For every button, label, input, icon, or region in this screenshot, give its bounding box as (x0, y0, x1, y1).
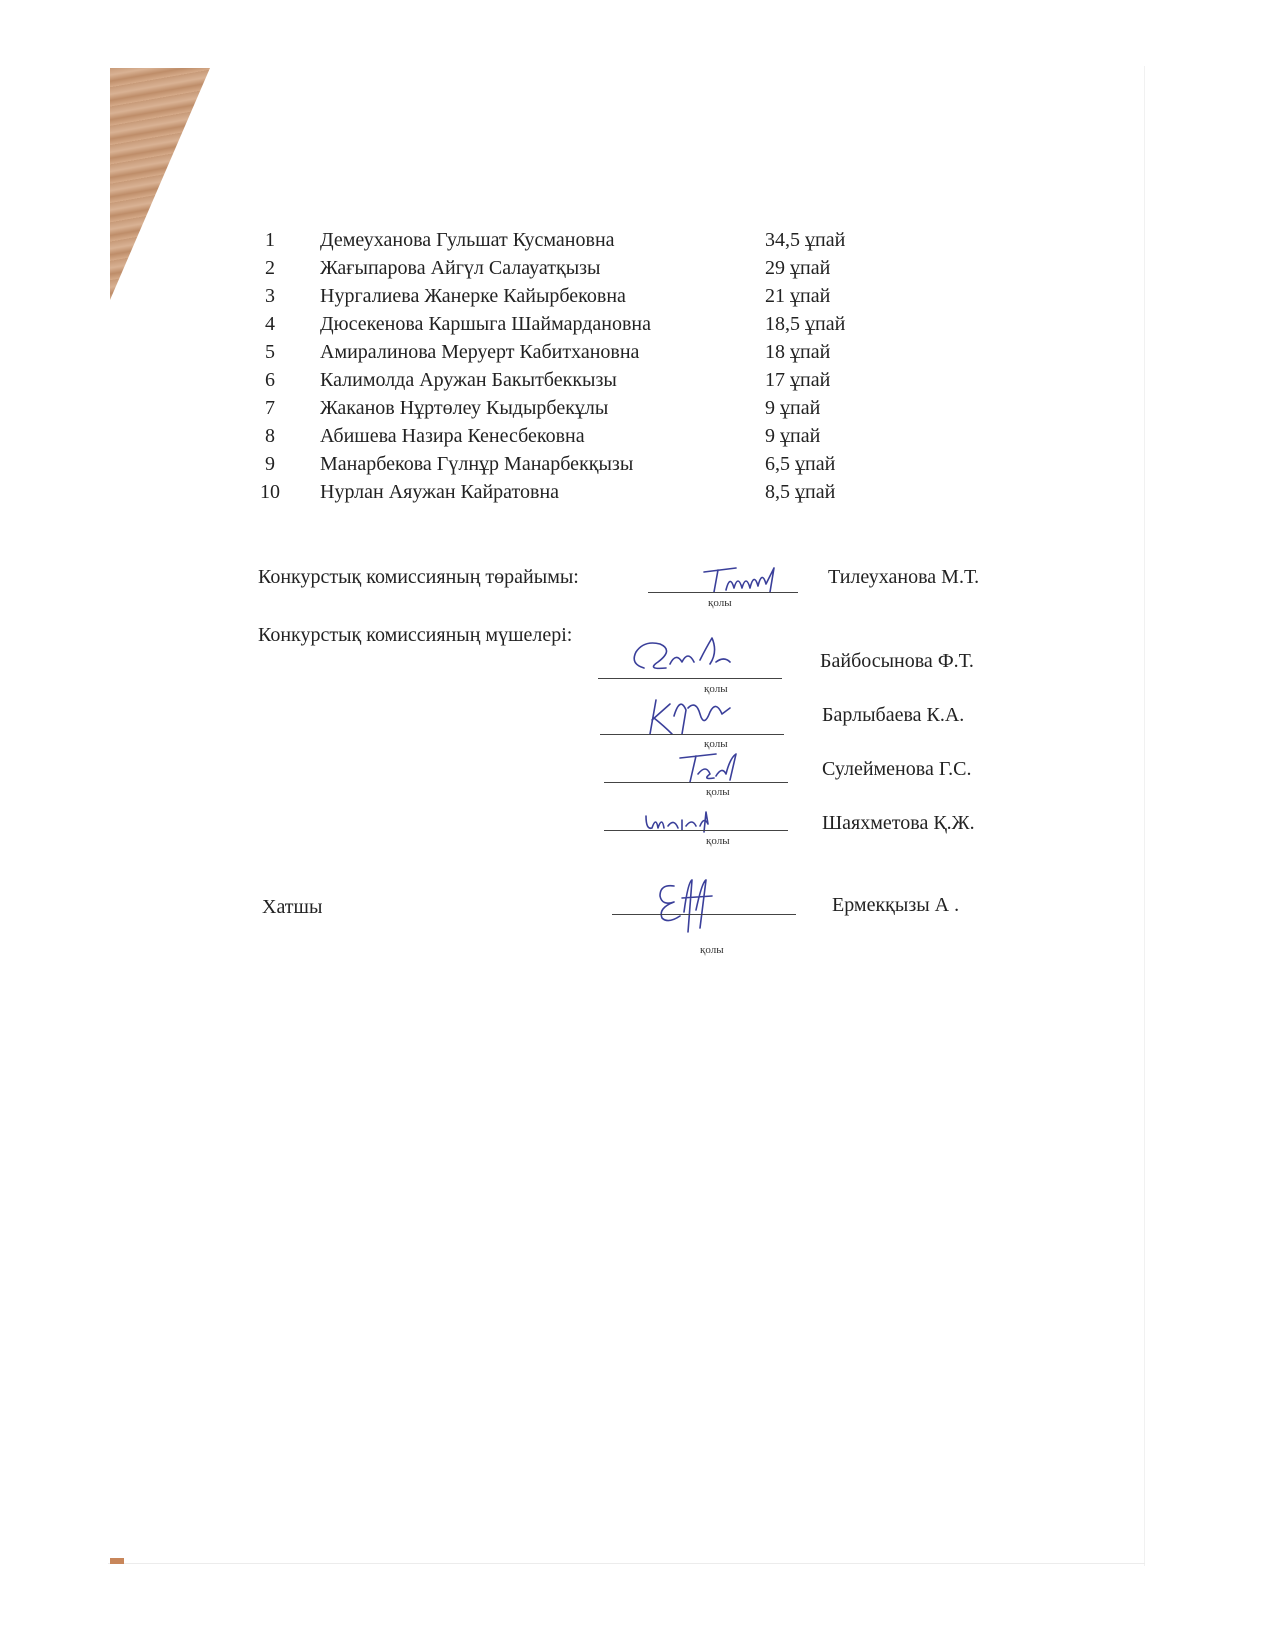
member-sign-caption-4: қолы (706, 835, 730, 847)
chair-signature-line (648, 592, 798, 593)
candidate-score: 9 ұпай (765, 397, 821, 419)
member-name-2: Барлыбаева К.А. (822, 704, 965, 726)
candidate-score: 29 ұпай (765, 257, 831, 279)
candidate-score: 18 ұпай (765, 341, 831, 363)
candidate-number: 10 (260, 481, 280, 503)
candidate-row (250, 254, 910, 282)
candidate-number: 5 (265, 341, 275, 363)
candidate-number: 6 (265, 369, 275, 391)
candidate-score: 34,5 ұпай (765, 229, 846, 251)
members-label: Конкурстық комиссияның мүшелері: (258, 624, 573, 646)
candidate-number: 7 (265, 397, 275, 419)
candidate-score: 6,5 ұпай (765, 453, 836, 475)
candidate-score: 21 ұпай (765, 285, 831, 307)
candidate-name: Жаканов Нұртөлеу Кыдырбекұлы (320, 397, 609, 419)
candidate-name: Калимолда Аружан Бакытбеккызы (320, 369, 617, 391)
candidate-number: 1 (265, 229, 275, 251)
candidate-row (250, 226, 910, 254)
secretary-name: Ермекқызы А . (832, 894, 960, 916)
candidate-name: Демеуханова Гульшат Кусмановна (320, 229, 615, 251)
candidate-row (250, 282, 910, 310)
candidate-number: 9 (265, 453, 275, 475)
candidate-name: Амиралинова Меруерт Кабитхановна (320, 341, 640, 363)
candidate-number: 2 (265, 257, 275, 279)
page-corner-mark (110, 1558, 124, 1564)
chair-sign-caption: қолы (708, 597, 732, 609)
secretary-label: Хатшы (262, 896, 323, 918)
page-bottom-edge (108, 1563, 1145, 1564)
candidate-name: Манарбекова Гүлнұр Манарбекқызы (320, 453, 634, 475)
candidate-row (250, 422, 910, 450)
candidate-name: Дюсекенова Каршыга Шаймардановна (320, 313, 651, 335)
candidate-score: 18,5 ұпай (765, 313, 846, 335)
member-sign-caption-2: қолы (704, 738, 728, 750)
member-signature-line-3 (604, 782, 788, 783)
member-name-3: Сулейменова Г.С. (822, 758, 972, 780)
candidate-score: 17 ұпай (765, 369, 831, 391)
member-sign-caption-3: қолы (706, 786, 730, 798)
candidate-row (250, 338, 910, 366)
page-edge (1144, 66, 1145, 1566)
member-name-4: Шаяхметова Қ.Ж. (822, 812, 975, 834)
member-signature-line-2 (600, 734, 784, 735)
candidate-number: 3 (265, 285, 275, 307)
member-signature-line-4 (604, 830, 788, 831)
member-name-1: Байбосынова Ф.Т. (820, 650, 974, 672)
candidate-number: 8 (265, 425, 275, 447)
member-signature-4 (642, 808, 722, 836)
chair-name: Тилеуханова М.Т. (828, 566, 980, 588)
secretary-signature-line (612, 914, 796, 915)
secretary-sign-caption: қолы (700, 944, 724, 956)
chair-label: Конкурстық комиссияның төрайымы: (258, 566, 579, 588)
member-sign-caption-1: қолы (704, 683, 728, 695)
candidate-row (250, 366, 910, 394)
candidate-name: Абишева Назира Кенесбековна (320, 425, 585, 447)
candidate-score: 9 ұпай (765, 425, 821, 447)
candidate-name: Жағыпарова Айгүл Салауатқызы (320, 257, 601, 279)
secretary-signature (652, 876, 720, 938)
candidate-row (250, 310, 910, 338)
candidate-row (250, 450, 910, 478)
candidate-row (250, 478, 910, 506)
candidate-number: 4 (265, 313, 275, 335)
candidate-name: Нургалиева Жанерке Кайырбековна (320, 285, 626, 307)
member-signature-1 (626, 634, 736, 682)
member-signature-3 (676, 750, 746, 786)
candidate-score: 8,5 ұпай (765, 481, 836, 503)
member-signature-line-1 (598, 678, 782, 679)
wooden-surface-background (110, 68, 210, 300)
candidate-row (250, 394, 910, 422)
candidate-name: Нурлан Аяужан Кайратовна (320, 481, 560, 503)
